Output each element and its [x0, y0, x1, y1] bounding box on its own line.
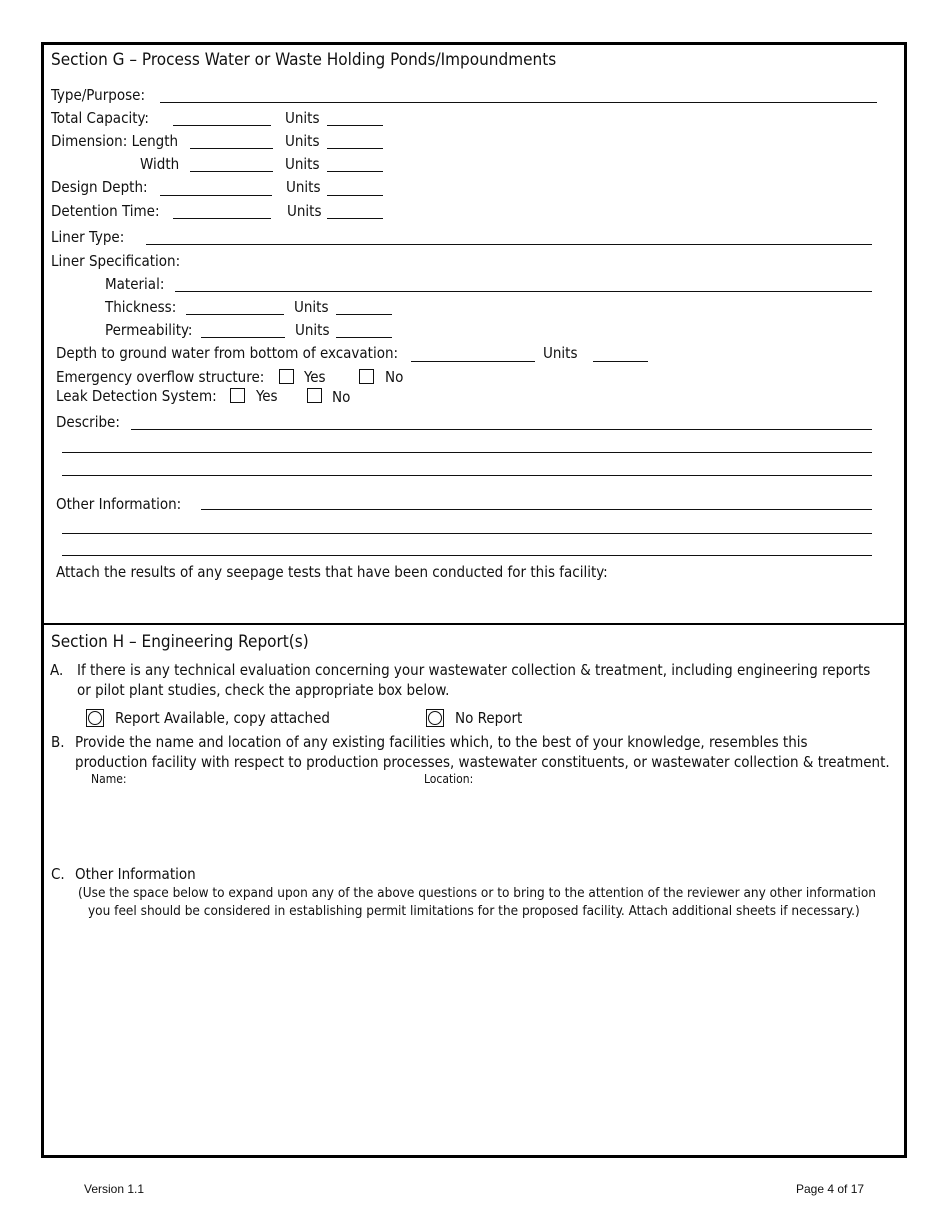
thickness-units-field[interactable]	[336, 314, 392, 315]
detention-time-label: Detention Time:	[51, 202, 160, 220]
length-field[interactable]	[190, 148, 273, 149]
item-b-label: B.	[51, 733, 65, 751]
other-info-field-line-3[interactable]	[62, 555, 872, 556]
other-info-field-line-1[interactable]	[201, 509, 872, 510]
width-field[interactable]	[190, 171, 273, 172]
item-c-label: C.	[51, 865, 65, 883]
emergency-overflow-yes-label: Yes	[304, 368, 326, 386]
depth-groundwater-label: Depth to ground water from bottom of excavation:	[56, 344, 399, 362]
report-available-radio[interactable]	[86, 709, 104, 727]
liner-spec-label: Liner Specification:	[51, 252, 181, 270]
detention-time-field[interactable]	[173, 218, 271, 219]
page-number: Page 4 of 17	[796, 1182, 865, 1196]
item-c-text-line-1: (Use the space below to expand upon any of the above questions or to bring to the attention of the reviewer any other information	[78, 885, 876, 901]
emergency-overflow-yes-checkbox[interactable]	[279, 369, 294, 384]
length-units-field[interactable]	[327, 148, 383, 149]
thickness-field[interactable]	[186, 314, 284, 315]
section-g-title: Section G – Process Water or Waste Holding Ponds/Impoundments	[51, 50, 557, 70]
report-available-label: Report Available, copy attached	[115, 709, 330, 727]
version-label: Version 1.1	[84, 1182, 145, 1196]
length-units-label: Units	[285, 132, 320, 150]
no-report-label: No Report	[455, 709, 523, 727]
leak-detection-no-checkbox[interactable]	[307, 388, 322, 403]
total-capacity-label: Total Capacity:	[51, 109, 149, 127]
item-a-label: A.	[50, 661, 64, 679]
type-purpose-label: Type/Purpose:	[51, 86, 145, 104]
thickness-label: Thickness:	[105, 298, 177, 316]
leak-detection-no-label: No	[332, 388, 351, 406]
section-divider	[41, 623, 907, 625]
describe-label: Describe:	[56, 413, 120, 431]
depth-groundwater-units-field[interactable]	[593, 361, 648, 362]
detention-time-units-field[interactable]	[327, 218, 383, 219]
item-a-text-line-2: or pilot plant studies, check the appropriate box below.	[77, 681, 450, 699]
type-purpose-field[interactable]	[160, 102, 877, 103]
total-capacity-field[interactable]	[173, 125, 271, 126]
dimension-length-label: Dimension: Length	[51, 132, 179, 150]
no-report-radio[interactable]	[426, 709, 444, 727]
width-units-label: Units	[285, 155, 320, 173]
material-label: Material:	[105, 275, 165, 293]
location-label: Location:	[424, 772, 474, 786]
design-depth-label: Design Depth:	[51, 178, 148, 196]
leak-detection-yes-label: Yes	[256, 387, 278, 405]
permeability-label: Permeability:	[105, 321, 193, 339]
item-c-text-line-2: you feel should be considered in establishing permit limitations for the proposed facility. Attach additional sheets if necessary.)	[88, 903, 860, 919]
material-field[interactable]	[175, 291, 872, 292]
describe-field-line-1[interactable]	[131, 429, 872, 430]
other-info-field-line-2[interactable]	[62, 533, 872, 534]
other-info-label: Other Information:	[56, 495, 182, 513]
total-capacity-units-label: Units	[285, 109, 320, 127]
permeability-field[interactable]	[201, 337, 285, 338]
form-border	[41, 42, 907, 1158]
name-label: Name:	[91, 772, 127, 786]
describe-field-line-3[interactable]	[62, 475, 872, 476]
emergency-overflow-no-label: No	[385, 368, 404, 386]
describe-field-line-2[interactable]	[62, 452, 872, 453]
item-a-text-line-1: If there is any technical evaluation concerning your wastewater collection & treatment, including engineering reports	[77, 661, 871, 679]
permeability-units-label: Units	[295, 321, 330, 339]
section-h-title: Section H – Engineering Report(s)	[51, 632, 309, 652]
item-b-text-line-2: production facility with respect to production processes, wastewater constituents, or wastewater collection & treatment.	[75, 753, 890, 771]
emergency-overflow-no-checkbox[interactable]	[359, 369, 374, 384]
attach-results-text: Attach the results of any seepage tests that have been conducted for this facility:	[56, 563, 608, 581]
detention-time-units-label: Units	[287, 202, 322, 220]
leak-detection-label: Leak Detection System:	[56, 387, 217, 405]
liner-type-field[interactable]	[146, 244, 872, 245]
design-depth-units-field[interactable]	[327, 195, 383, 196]
width-label: Width	[140, 155, 180, 173]
permeability-units-field[interactable]	[336, 337, 392, 338]
total-capacity-units-field[interactable]	[327, 125, 383, 126]
width-units-field[interactable]	[327, 171, 383, 172]
depth-groundwater-units-label: Units	[543, 344, 578, 362]
item-c-title: Other Information	[75, 865, 196, 883]
leak-detection-yes-checkbox[interactable]	[230, 388, 245, 403]
design-depth-units-label: Units	[286, 178, 321, 196]
design-depth-field[interactable]	[160, 195, 272, 196]
item-b-text-line-1: Provide the name and location of any existing facilities which, to the best of your knowledge, resembles this	[75, 733, 808, 751]
liner-type-label: Liner Type:	[51, 228, 125, 246]
thickness-units-label: Units	[294, 298, 329, 316]
emergency-overflow-label: Emergency overflow structure:	[56, 368, 265, 386]
depth-groundwater-field[interactable]	[411, 361, 535, 362]
